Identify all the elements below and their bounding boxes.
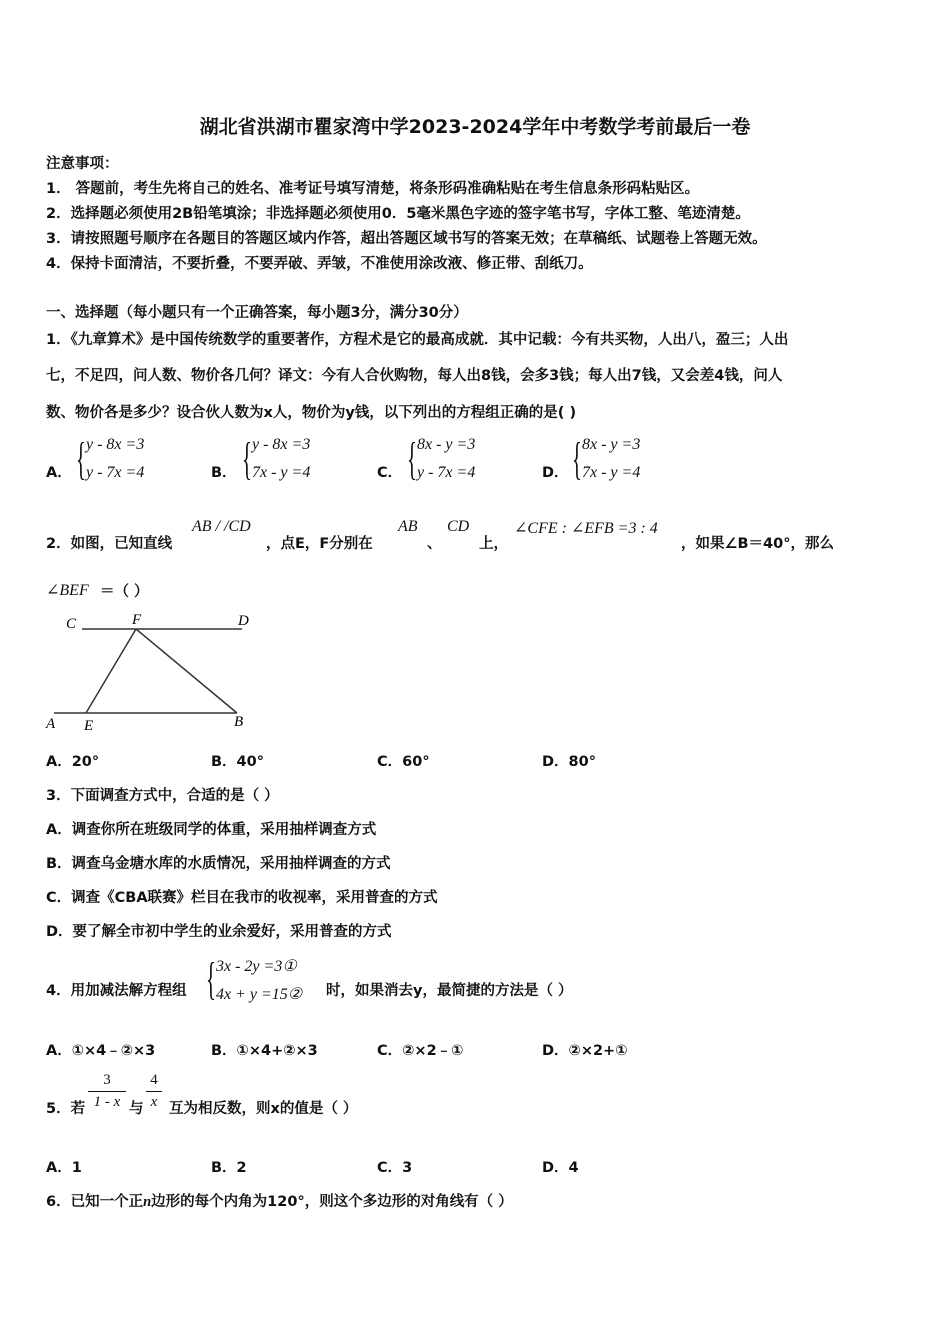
q3-stem: 3．下面调查方式中，合适的是（ ） (46, 788, 279, 804)
q5-option-d: D．4 (542, 1160, 579, 1176)
q4-option-b: B．①×4+②×3 (211, 1043, 318, 1059)
point-label-b: B (234, 714, 244, 730)
q1-option-b-label: B． (211, 465, 237, 481)
q2-text-5: ，如果∠B＝40°，那么 (681, 536, 834, 552)
q4-option-d: D．②×2+① (542, 1043, 628, 1059)
q2-math-bef: ∠BEF (46, 582, 89, 599)
fraction-denominator: 1 - x (93, 1094, 121, 1110)
fraction-numerator: 4 (150, 1072, 158, 1088)
q5-fraction-2 (146, 1072, 162, 1111)
q2-text-4: 上， (479, 536, 508, 552)
q4-option-c: C．②×2﹣① (377, 1043, 464, 1059)
q6-text-2: 边形的每个内角为120°，则这个多边形的对角线有（ ） (151, 1194, 513, 1210)
q5-text-3: 互为相反数，则x的值是（ ） (169, 1101, 358, 1117)
q5-text-1: 5．若 (46, 1101, 86, 1117)
fraction-numerator: 3 (103, 1072, 111, 1088)
equation-row: 4x + y =15② (216, 986, 303, 1003)
q2-option-a: A．20° (46, 754, 100, 770)
q1-line-3: 数、物价各是多少？设合伙人数为x人，物价为y钱，以下列出的方程组正确的是( ) (46, 405, 577, 421)
q3-option-a: A．调查你所在班级同学的体重，采用抽样调查方式 (46, 822, 377, 838)
q1-option-a-label: A． (46, 465, 72, 481)
q2-option-b: B．40° (211, 754, 264, 770)
q1-option-d-label: D． (542, 465, 569, 481)
equation-row: y - 7x =4 (417, 464, 476, 481)
page-title: 湖北省洪湖市瞿家湾中学2023-2024学年中考数学考前最后一卷 (199, 116, 751, 138)
point-label-a: A (46, 716, 56, 732)
q4-text-2: 时，如果消去y，最简捷的方法是（ ） (326, 983, 573, 999)
segment-fe (86, 629, 136, 713)
q2-math-cd: CD (447, 518, 470, 535)
q5-fraction-1 (88, 1072, 126, 1111)
q5-text-2: 与 (129, 1101, 144, 1117)
point-label-d: D (238, 613, 249, 629)
q4-option-a: A．①×4﹣②×3 (46, 1043, 156, 1059)
q2-math-parallel: AB / /CD (192, 518, 251, 535)
q6-n: n (143, 1194, 152, 1210)
q1-line-2: 七，不足四，问人数、物价各几何？译文：今有人合伙购物，每人出8钱，会多3钱；每人出7钱，又会差4钱，问人 (46, 368, 783, 384)
equation-row: y - 7x =4 (86, 464, 145, 481)
equation-row: 3x - 2y =3① (216, 958, 297, 975)
q2-text-2: ，点E，F分别在 (266, 536, 373, 552)
q2-math-ratio: ∠CFE : ∠EFB =3 : 4 (514, 520, 658, 537)
notice-item-3: 3．请按照题号顺序在各题目的答题区域内作答，超出答题区域书写的答案无效；在草稿纸、试题卷上答题无效。 (46, 231, 767, 247)
equation-row: 8x - y =3 (417, 436, 476, 453)
fraction-denominator: x (150, 1094, 158, 1110)
equation-row: 7x - y =4 (582, 464, 641, 481)
point-label-f: F (132, 612, 142, 628)
q6-stem (46, 1190, 513, 1211)
q1-option-c-label: C． (377, 465, 403, 481)
q2-text-6: ＝（ ） (100, 584, 149, 600)
equation-row: y - 8x =3 (252, 436, 311, 453)
q2-option-c: C．60° (377, 754, 430, 770)
equation-row: 7x - y =4 (252, 464, 311, 481)
q4-text-1: 4．用加减法解方程组 (46, 983, 187, 999)
fraction-bar (146, 1091, 162, 1092)
section-heading: 一、选择题（每小题只有一个正确答案，每小题3分，满分30分） (46, 305, 468, 321)
fraction-bar (88, 1091, 126, 1092)
point-label-e: E (84, 718, 94, 734)
notice-item-1: 1． 答题前，考生先将自己的姓名、准考证号填写清楚，将条形码准确粘贴在考生信息条形码粘贴区。 (46, 181, 700, 197)
q5-option-b: B．2 (211, 1160, 247, 1176)
equation-row: y - 8x =3 (86, 436, 145, 453)
notice-heading: 注意事项： (46, 156, 119, 172)
q2-option-d: D．80° (542, 754, 596, 770)
equation-row: 8x - y =3 (582, 436, 641, 453)
q2-math-ab: AB (398, 518, 418, 535)
q2-text-1: 2．如图，已知直线 (46, 536, 173, 552)
point-label-c: C (66, 616, 77, 632)
exam-page: 湖北省洪湖市瞿家湾中学2023-2024学年中考数学考前最后一卷 注意事项： 1． 答题前，考生先将自己的姓名、准考证号填写清楚，将条形码准确粘贴在考生信息条形码粘贴区。 2．选择题必须使用2B铅笔填涂；非选择题必须使用0．5毫米黑色字迹的签字笔书写，字体工整、笔迹清楚。 3．请按照题号顺序在各题目的答题区域内作答，超出答题区域书写的答案无效；在草稿纸、试题卷上答题无效。 4．保持卡面清洁，不要折叠，不要弄破、弄皱，不准使用涂改液、修正带、刮纸刀。 一、选择题（每小题只有一个正确答案，每小题3分，满分30分） 1．《九章算术》是中国传统数学的重要著作，方程术是它的最高成就．其中记载：今有共买物，人出八，盈三；人出 七，不足四，问人数、物价各几何？译文：今有人合伙购物，每人出8钱，会多3钱；每人出7钱，又会差4钱，问人 数、物价各是多少？设合伙人数为x人，物价为y钱，以下列出的方程组正确的是( ) A． { y - 8x =3 y - 7x =4 B． { y - 8x =3 7x - y =4 C． { 8x - y =3 y - 7x =4 D． { 8x - y =3 7x - y =4 2．如图，已知直线 AB / /CD ，点E，F分别在 AB 、 CD 上， ∠CFE : ∠EFB =3 : 4 ，如果∠B＝40°，那么 ∠BEF ＝（ ） C F D A E B A．20° B．40° C．60° D．80° 3．下面调查方式中，合适的是（ ） A．调查你所在班级同学的体重，采用抽样调查方式 B．调查乌金塘水库的水质情况，采用抽样调查的方式 C．调查《CBA联赛》栏目在我市的收视率，采用普查的方式 D．要了解全市初中学生的业余爱好，采用普查的方式 4．用加减法解方程组 { 3x - 2y =3① 4x + y =15② 时，如果消去y，最简捷的方法是（ ） A．①×4﹣②×3 B．①×4+②×3 C．②×2﹣① D．②×2+① 5．若 3 1 - x 与 4 x 互为相反数，则x的值是（ ） A．1 B．2 C．3 D．4 6．已知一个正n边形的每个内角为120°，则这个多边形的对角线有（ ） (0, 0, 950, 1344)
segment-fb (136, 629, 237, 713)
q6-text-1: 6．已知一个正 (46, 1194, 144, 1210)
notice-item-2: 2．选择题必须使用2B铅笔填涂；非选择题必须使用0．5毫米黑色字迹的签字笔书写，字体工整、笔迹清楚。 (46, 206, 750, 222)
q3-option-b: B．调查乌金塘水库的水质情况，采用抽样调查的方式 (46, 856, 391, 872)
q3-option-c: C．调查《CBA联赛》栏目在我市的收视率，采用普查的方式 (46, 890, 438, 906)
q2-figure (40, 608, 270, 736)
notice-item-4: 4．保持卡面清洁，不要折叠，不要弄破、弄皱，不准使用涂改液、修正带、刮纸刀。 (46, 256, 593, 272)
q5-option-c: C．3 (377, 1160, 413, 1176)
q2-text-3: 、 (427, 536, 442, 552)
q5-option-a: A．1 (46, 1160, 82, 1176)
q3-option-d: D．要了解全市初中学生的业余爱好，采用普查的方式 (46, 924, 392, 940)
q1-line-1: 1．《九章算术》是中国传统数学的重要著作，方程术是它的最高成就．其中记载：今有共买物，人出八，盈三；人出 (46, 332, 789, 348)
